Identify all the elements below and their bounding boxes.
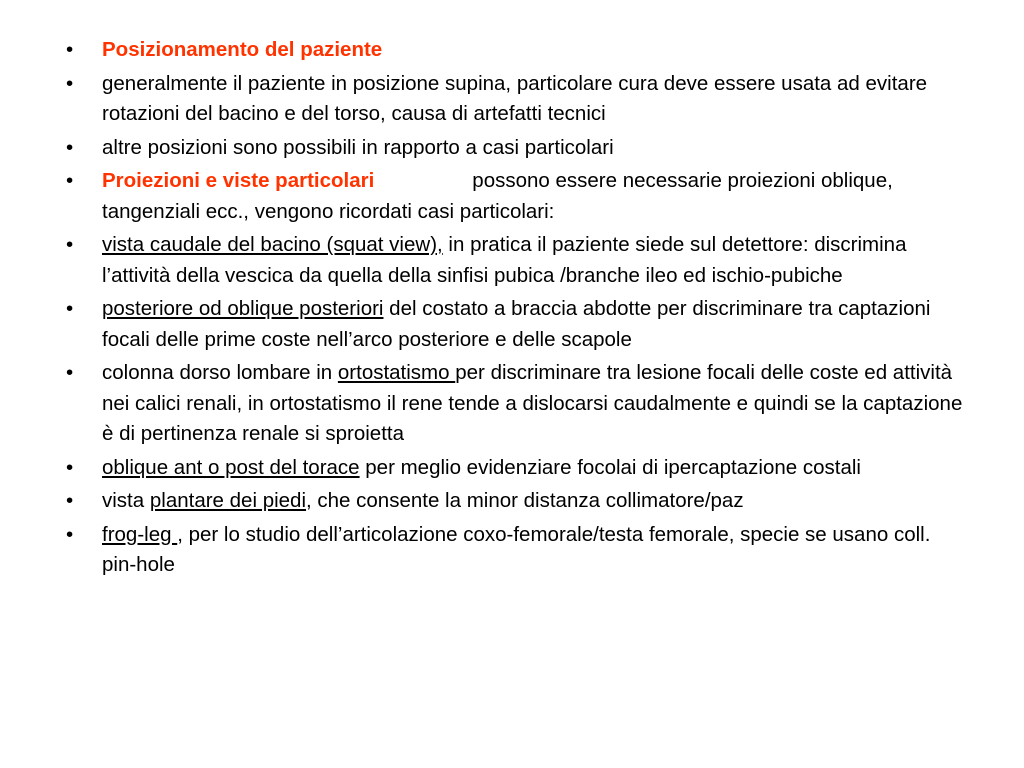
bullet-dot-icon: • xyxy=(66,455,74,479)
underlined-term: vista caudale del bacino (squat view), xyxy=(102,233,443,256)
bullet-dot-icon: • xyxy=(66,135,74,159)
bullet-dot-icon: • xyxy=(66,361,74,384)
bullet-text-lead: colonna dorso lombare in xyxy=(102,361,338,384)
bullet-text: altre posizioni sono possibili in rapporto a casi particolari xyxy=(102,135,614,159)
bullet-item xyxy=(66,166,964,227)
bullet-text: , che consente la minor distanza collimatore/paz xyxy=(306,489,744,512)
bullet-item xyxy=(66,358,964,450)
underlined-term: frog-leg xyxy=(102,522,178,546)
bullet-item xyxy=(66,133,964,164)
underlined-term: oblique ant o post del torace xyxy=(102,455,360,479)
heading-positioning: Posizionamento del paziente xyxy=(102,38,383,61)
bullet-list xyxy=(66,35,964,581)
bullet-text: generalmente il paziente in posizione supina, particolare cura deve essere usata ad evitare rotazioni del bacino e del torso, causa di artefatti tecnici xyxy=(102,71,928,125)
bullet-item xyxy=(66,520,964,581)
bullet-text: per meglio evidenziare focolai di ipercaptazione costali xyxy=(359,455,861,479)
bullet-dot-icon: • xyxy=(66,233,74,256)
bullet-dot-icon: • xyxy=(66,522,74,546)
bullet-text: possono essere necessarie proiezioni oblique, tangenziali ecc., vengono ricordati casi particolari: xyxy=(102,169,893,223)
bullet-item xyxy=(66,294,964,355)
bullet-item xyxy=(66,230,964,291)
bullet-dot-icon: • xyxy=(66,489,74,512)
underlined-term: posteriore od oblique posteriori xyxy=(102,297,384,320)
bullet-text-lead: vista xyxy=(102,489,150,512)
underlined-term: plantare dei piedi xyxy=(149,489,307,512)
bullet-text: , per lo studio dell’articolazione coxo-femorale/testa femorale, specie se usano coll. pin-hole xyxy=(102,522,931,576)
bullet-dot-icon: • xyxy=(66,38,74,61)
bullet-dot-icon: • xyxy=(66,71,74,95)
bullet-dot-icon: • xyxy=(66,297,74,320)
bullet-item xyxy=(66,453,964,484)
bullet-item xyxy=(66,69,964,130)
underlined-term: ortostatismo xyxy=(337,361,456,384)
heading-projections: Proiezioni e viste particolari xyxy=(102,169,375,192)
bullet-dot-icon: • xyxy=(66,169,74,192)
bullet-text: per discriminare tra lesione focali delle coste ed attività nei calici renali, in ortostatismo il rene tende a dislocarsi caudalmente e quindi se la captazione è di pertinenza renale si sproietta xyxy=(102,361,963,445)
bullet-item xyxy=(66,486,964,517)
bullet-item xyxy=(66,35,964,66)
bullet-text: in pratica il paziente siede sul detettore: discrimina l’attività della vescica da quella della sinfisi pubica /branche ileo ed ischio-pubiche xyxy=(102,233,907,287)
bullet-text: del costato a braccia abdotte per discriminare tra captazioni focali delle prime coste nell’arco posteriore e delle scapole xyxy=(102,297,931,351)
